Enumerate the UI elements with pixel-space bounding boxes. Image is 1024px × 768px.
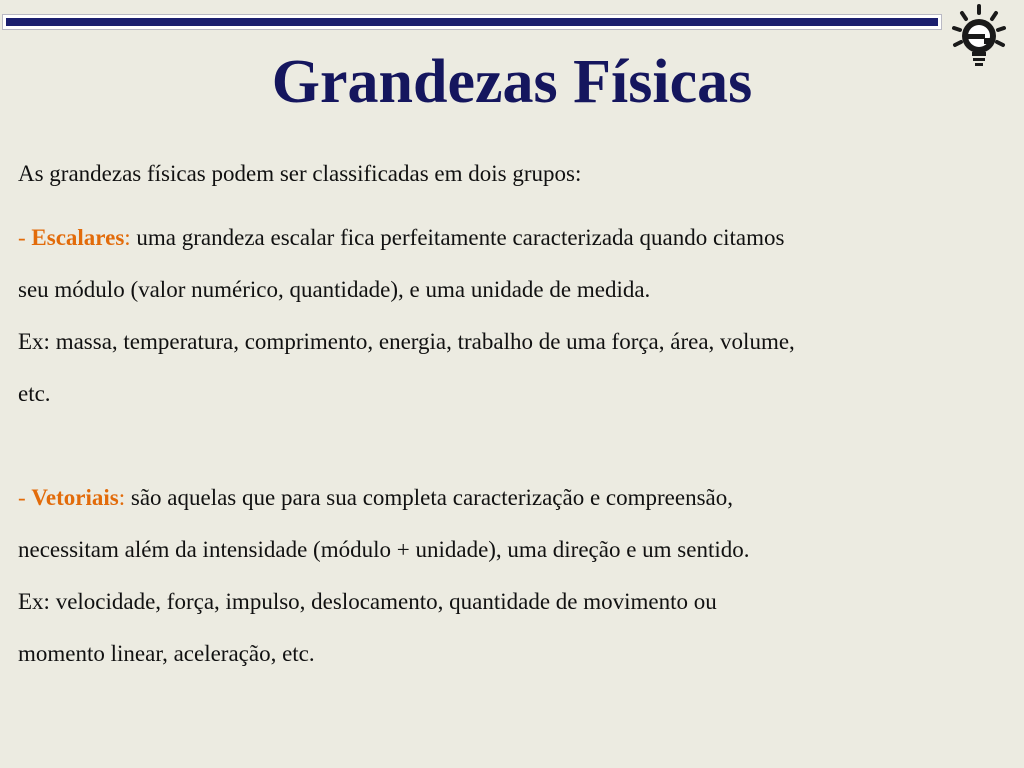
vectors-term: Vetoriais:	[31, 485, 126, 510]
scalars-definition-end: seu módulo (valor numérico, quantidade), e uma unidade de medida.	[18, 277, 651, 302]
blank-spacer	[18, 426, 1008, 478]
scalars-heading-line	[18, 218, 1008, 270]
intro-text: As grandezas físicas podem ser classificadas em dois grupos:	[18, 161, 582, 186]
vectors-example-end: momento linear, aceleração, etc.	[18, 641, 315, 666]
scalars-dash: -	[18, 225, 26, 250]
header-bar-fill	[6, 18, 938, 26]
vectors-definition-end: necessitam além da intensidade (módulo + unidade), uma direção e um sentido.	[18, 537, 750, 562]
header-bar	[2, 14, 942, 30]
vectors-heading-line	[18, 478, 1008, 530]
scalars-example-end: etc.	[18, 381, 51, 406]
slide-body	[18, 154, 1008, 686]
vectors-definition-start: são aquelas que para sua completa caracterização e compreensão,	[125, 485, 734, 510]
vectors-dash: -	[18, 485, 26, 510]
scalars-term: Escalares:	[31, 225, 131, 250]
slide-title: Grandezas Físicas	[271, 48, 753, 116]
scalars-example: Ex: massa, temperatura, comprimento, energia, trabalho de uma força, área, volume,	[18, 329, 795, 354]
scalars-definition-start: uma grandeza escalar fica perfeitamente caracterizada quando citamos	[130, 225, 785, 250]
vectors-example: Ex: velocidade, força, impulso, deslocamento, quantidade de movimento ou	[18, 589, 717, 614]
